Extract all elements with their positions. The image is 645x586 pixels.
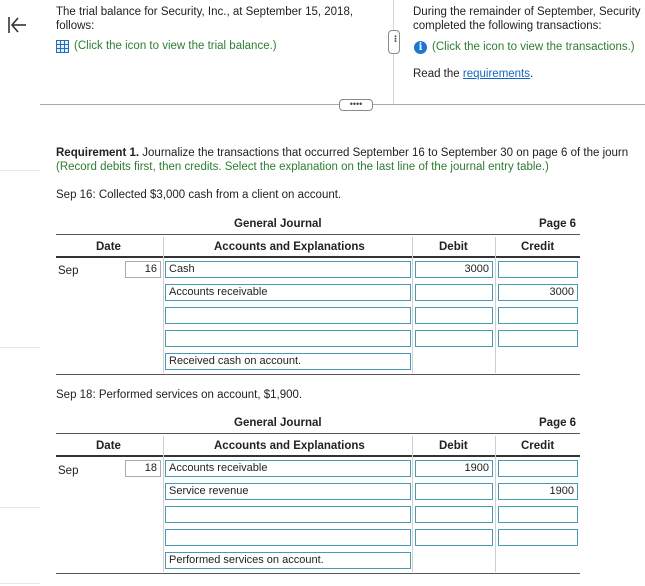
transactions-text: During the remainder of September, Security completed the following transactions: xyxy=(413,6,641,32)
journal-1-credit-input[interactable] xyxy=(498,307,578,324)
journal-1-explanation-input[interactable]: Received cash on account. xyxy=(165,353,411,370)
journal-2-debit-header: Debit xyxy=(439,440,468,452)
journal-2-bottom-rule xyxy=(56,573,580,574)
col-sep xyxy=(495,436,496,572)
journal-1-day-input[interactable]: 16 xyxy=(125,261,161,278)
journal-1-bottom-rule xyxy=(56,374,580,375)
col-sep xyxy=(412,237,413,373)
journal-2-credit-input[interactable] xyxy=(498,506,578,523)
journal-1-date-header: Date xyxy=(96,241,121,253)
journal-2-account-input[interactable] xyxy=(165,529,411,546)
requirement-label: Requirement 1. xyxy=(56,147,140,159)
journal-2-date-header: Date xyxy=(96,440,121,452)
journal-2-explanation-input[interactable]: Performed services on account. xyxy=(165,552,411,569)
journal-1-header-rule xyxy=(56,256,580,258)
journal-1-account-input[interactable] xyxy=(165,330,411,347)
journal-1-account-input[interactable]: Accounts receivable xyxy=(165,284,411,301)
margin-rule xyxy=(0,170,40,171)
journal-1-credit-header: Credit xyxy=(521,241,555,253)
trial-balance-text: The trial balance for Security, Inc., at September 15, 2018, follows: xyxy=(56,6,354,32)
requirement-line xyxy=(56,146,628,160)
requirement-text: Journalize the transactions that occurred September 16 to September 30 on page 6 of the journ xyxy=(142,147,629,159)
journal-1-month: Sep xyxy=(58,265,79,277)
journal-2-credit-header: Credit xyxy=(521,440,555,452)
spreadsheet-icon[interactable] xyxy=(56,40,69,53)
col-sep xyxy=(412,436,413,572)
journal-2-header-rule xyxy=(56,455,580,457)
journal-2-credit-input[interactable] xyxy=(498,460,578,477)
journal-2-credit-input[interactable]: 1900 xyxy=(498,483,578,500)
journal-1-credit-input[interactable] xyxy=(498,330,578,347)
requirements-period: . xyxy=(530,68,534,80)
trial-balance-link[interactable]: (Click the icon to view the trial balance.) xyxy=(74,40,277,52)
journal-1-account-input[interactable] xyxy=(165,307,411,324)
journal-2-account-input[interactable]: Accounts receivable xyxy=(165,460,411,477)
col-sep xyxy=(495,237,496,373)
journal-1-prompt: Sep 16: Collected $3,000 cash from a client on account. xyxy=(56,189,342,201)
journal-1-debit-input[interactable] xyxy=(415,284,493,301)
journal-1-accounts-header: Accounts and Explanations xyxy=(214,241,365,253)
journal-1-credit-input[interactable]: 3000 xyxy=(498,284,578,301)
journal-1-credit-input[interactable] xyxy=(498,261,578,278)
journal-1-page: Page 6 xyxy=(539,218,577,230)
expand-handle[interactable]: •••• xyxy=(339,99,373,111)
journal-2-debit-input[interactable]: 1900 xyxy=(415,460,493,477)
journal-2-debit-input[interactable] xyxy=(415,506,493,523)
journal-1-debit-input[interactable]: 3000 xyxy=(415,261,493,278)
journal-2-account-input[interactable] xyxy=(165,506,411,523)
requirements-line xyxy=(413,67,533,81)
vertical-resize-handle[interactable]: ••• xyxy=(388,30,400,54)
journal-2-debit-input[interactable] xyxy=(415,529,493,546)
col-sep xyxy=(163,436,164,572)
journal-2-account-input[interactable]: Service revenue xyxy=(165,483,411,500)
journal-2-credit-input[interactable] xyxy=(498,529,578,546)
info-icon[interactable]: i xyxy=(414,41,427,54)
journal-1-debit-input[interactable] xyxy=(415,330,493,347)
journal-1-top-rule xyxy=(56,234,580,235)
journal-2-accounts-header: Accounts and Explanations xyxy=(214,440,365,452)
journal-2-month: Sep xyxy=(58,465,79,477)
journal-2-page: Page 6 xyxy=(539,417,577,429)
journal-2-top-rule xyxy=(56,433,580,434)
back-arrow-icon[interactable] xyxy=(6,14,28,36)
journal-1-debit-input[interactable] xyxy=(415,307,493,324)
read-the-text: Read the xyxy=(413,68,460,80)
journal-1-account-input[interactable]: Cash xyxy=(165,261,411,278)
col-sep xyxy=(163,237,164,373)
journal-2-debit-input[interactable] xyxy=(415,483,493,500)
requirement-instruction: (Record debits first, then credits. Select the explanation on the last line of the journal entry table.) xyxy=(56,161,549,173)
journal-1-debit-header: Debit xyxy=(439,241,468,253)
margin-rule xyxy=(0,507,40,508)
journal-1-title: General Journal xyxy=(234,218,322,230)
journal-2-title: General Journal xyxy=(234,417,322,429)
margin-rule xyxy=(0,583,40,584)
journal-2-prompt: Sep 18: Performed services on account, $1,900. xyxy=(56,389,303,401)
margin-rule xyxy=(0,347,40,348)
requirements-link[interactable]: requirements xyxy=(462,68,531,80)
transactions-link[interactable]: (Click the icon to view the transactions.) xyxy=(432,41,635,53)
journal-2-day-input[interactable]: 18 xyxy=(125,460,161,477)
